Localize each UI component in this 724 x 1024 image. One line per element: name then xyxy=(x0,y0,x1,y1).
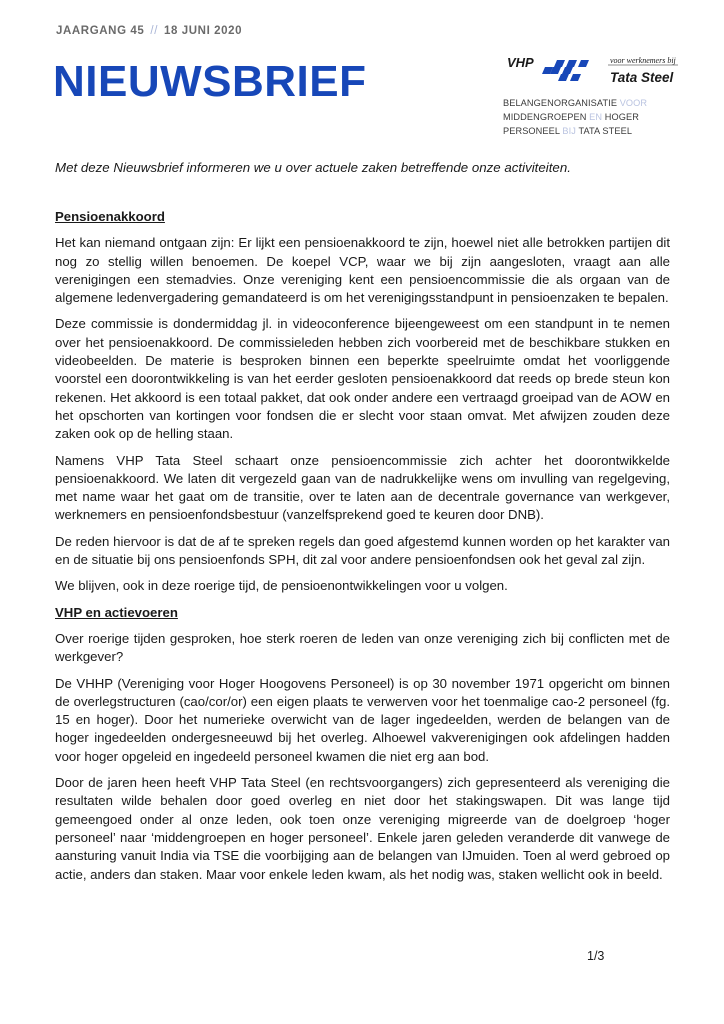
logo-company: Tata Steel xyxy=(610,70,674,85)
separator: // xyxy=(150,25,158,37)
paragraph: Door de jaren heen heeft VHP Tata Steel (en rechtsvoorgangers) zich gepresenteerd als vereniging die resultaten wilde behalen door goed overleg en niet door het stakingswapen. Dit was lange tijd gemeengoed onder al onze leden, ook toen onze vereniging migreerde van de doelgroep ‘hoger personeel’ naar ‘middengroepen en hoger personeel’. Enkele jaren geleden veranderde dit vanwege de aansturing vanuit India via TSE die voorbijging aan de belangen van IJmuiden. Toen al werd gebroed op actie, anders dan staken. Maar voor enkele leden kwam, als het nodig was, staken wellicht ook in beeld. xyxy=(55,775,670,882)
paragraph: Over roerige tijden gesproken, hoe sterk roeren de leden van onze vereniging zich bij conflicten met de werkgever? xyxy=(55,630,670,665)
logo-checker-icon xyxy=(542,60,589,81)
volume-label: JAARGANG 45 xyxy=(56,25,145,37)
issue-line xyxy=(56,25,242,37)
logo-vhp-text: VHP xyxy=(507,55,534,70)
paragraph: De VHHP (Vereniging voor Hoger Hoogovens Personeel) is op 30 november 1971 opgericht om binnen de overlegstructuren (cao/cor/or) een eigen plaats te verwerven voor het toenmalige cao-2 personeel (fg. 15 en hoger). Door het numerieke overwicht van de lager ingedeelden, werden de belangen van de hoger ingedeelden ondergesneeuwd bij het overleg. Alhoewel vakverenigingen ook afdelingen hadden voor hoger opgeleid en ingedeeld personeel kwamen die niet erg aan bod. xyxy=(55,675,670,764)
paragraph: De reden hiervoor is dat de af te spreken regels dan goed afgestemd kunnen worden op het karakter van en de situatie bij ons pensioenfonds SPH, dit zal voor andere pensioenfondsen ook het geval zal zijn. xyxy=(55,533,670,568)
paragraph: We blijven, ook in deze roerige tijd, de pensioenontwikkelingen voor u volgen. xyxy=(55,578,508,594)
intro-text: Met deze Nieuwsbrief informeren we u over actuele zaken betreffende onze activiteiten. xyxy=(55,160,571,175)
paragraph: Het kan niemand ontgaan zijn: Er lijkt een pensioenakkoord te zijn, hoewel niet alle betrokken partijen dit nog zo stellig willen benoemen. De koepel VCP, waar we bij zijn aangesloten, vraagt aan alle verenigingen een stemadvies. Onze vereniging kent een pensioencommissie die als orgaan van de algemene ledenvergadering gemandateerd is om het verenigingsstandpunt in pensioenzaken te bepalen. xyxy=(55,235,670,306)
paragraph: Deze commissie is dondermiddag jl. in videoconference bijeengeweest om een standpunt in te nemen over het pensioenakkoord. De commissieleden hebben zich voorbereid met de beschikbare stukken en videobeelden. De materie is besproken binnen een beperkte speelruimte omdat het voorliggende voorstel een doorontwikkeling is van het eerder gesloten pensioenakkoord dat reeds op brede steun kon rekenen. Het akkoord is een totaal pakket, dat ook onder andere een vertraagd groeipad van de AOW en het opschorten van kortingen voor fondsen die er slecht voor staan omvat. Met afwijzen zouden deze zaken ook op de helling staan. xyxy=(55,316,670,442)
issue-date: 18 JUNI 2020 xyxy=(164,25,243,37)
logo-tagline: voor werknemers bij xyxy=(610,56,676,65)
vhp-tata-steel-logo xyxy=(503,54,678,88)
organization-description xyxy=(503,96,703,138)
section-title-pensioenakkoord: Pensioenakkoord xyxy=(55,209,165,224)
article-body xyxy=(55,208,670,884)
org-line-3: PERSONEEL BIJ TATA STEEL xyxy=(503,126,633,136)
page-number: 1/3 xyxy=(587,949,605,963)
section-title-actievoeren: VHP en actievoeren xyxy=(55,604,178,620)
org-line-2: MIDDENGROEPEN EN HOGER xyxy=(503,112,639,122)
org-line-1: BELANGENORGANISATIE VOOR xyxy=(503,98,648,108)
newsletter-title: NIEUWSBRIEF xyxy=(53,57,367,106)
paragraph: Namens VHP Tata Steel schaart onze pensioencommissie zich achter het doorontwikkelde pensioenakkoord. We laten dit vergezeld gaan van de nadrukkelijke wens om invulling van regelgeving, met name waar het gaat om de transitie, over te laten aan de decentrale governance van werkgever, werknemers en pensioenfondsbestuur (vanzelfsprekend goed te keuren door DNB). xyxy=(55,452,670,523)
